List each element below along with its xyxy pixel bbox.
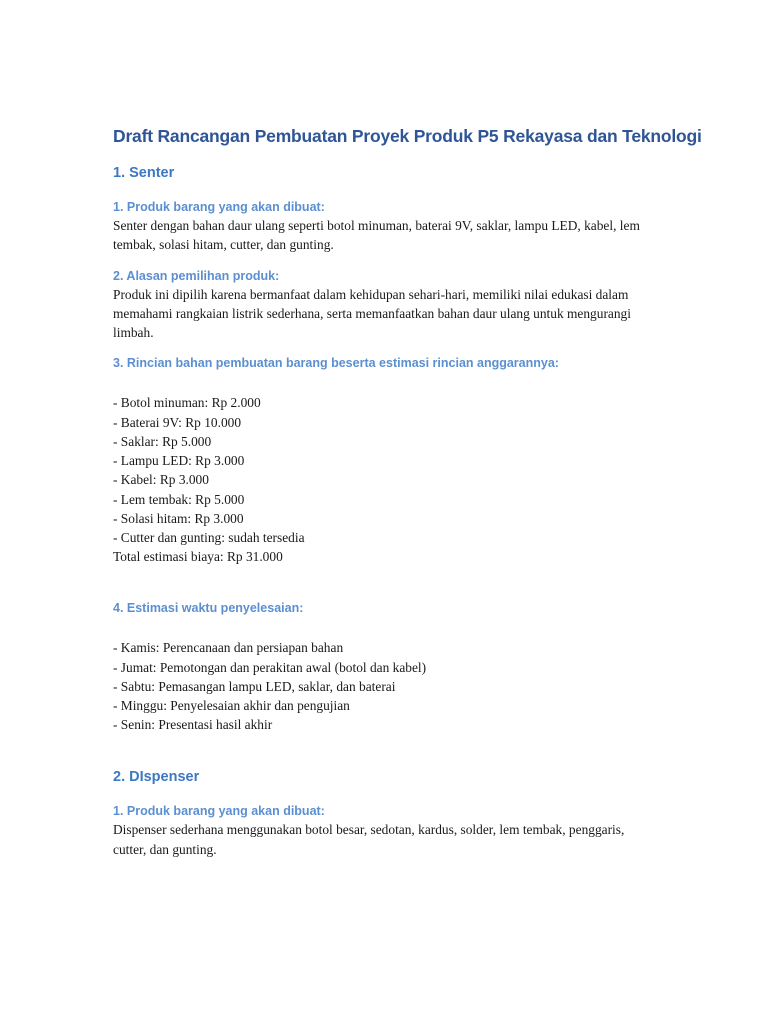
materials-heading: 3. Rincian bahan pembuatan barang beserta estimasi rincian anggarannya: (113, 356, 559, 371)
list-item: - Lampu LED: Rp 3.000 (113, 453, 245, 469)
list-item: - Solasi hitam: Rp 3.000 (113, 510, 244, 526)
reason-description: Produk ini dipilih karena bermanfaat dalam kehidupan sehari-hari, memiliki nilai edukasi dalam memahami rangkaian listrik sederhana, serta memanfaatkan bahan daur ulang untuk mengurangi limbah. (113, 286, 631, 341)
list-item: - Kamis: Perencanaan dan persiapan bahan (113, 640, 344, 656)
schedule-list (113, 638, 658, 734)
product-heading: 1. Produk barang yang akan dibuat: (113, 804, 325, 819)
list-item: - Lem tembak: Rp 5.000 (113, 491, 245, 507)
list-item: - Cutter dan gunting: sudah tersedia (113, 529, 305, 545)
list-item: - Botol minuman: Rp 2.000 (113, 395, 261, 411)
reason-heading: 2. Alasan pemilihan produk: (113, 268, 280, 283)
list-item: - Sabtu: Pemasangan lampu LED, saklar, dan baterai (113, 678, 396, 694)
list-item: - Saklar: Rp 5.000 (113, 433, 212, 449)
list-item: - Baterai 9V: Rp 10.000 (113, 414, 242, 430)
section-heading-dispenser: 2. DIspenser (113, 769, 200, 786)
section-heading-senter: 1. Senter (113, 165, 175, 181)
product-description: Dispenser sederhana menggunakan botol besar, sedotan, kardus, solder, lem tembak, penggaris, cutter, dan gunting. (113, 822, 625, 857)
total-cost: Total estimasi biaya: Rp 31.000 (113, 549, 283, 565)
materials-list (113, 393, 658, 566)
list-item: - Jumat: Pemotongan dan perakitan awal (botol dan kabel) (113, 659, 427, 675)
document-content (113, 124, 702, 859)
list-item: - Minggu: Penyelesaian akhir dan pengujian (113, 697, 350, 713)
product-heading: 1. Produk barang yang akan dibuat: (113, 200, 325, 214)
product-description: Senter dengan bahan daur ulang seperti botol minuman, baterai 9V, saklar, lampu LED, kabel, lem tembak, solasi hitam, cutter, dan gunting. (113, 218, 640, 253)
list-item: - Kabel: Rp 3.000 (113, 472, 209, 488)
time-heading: 4. Estimasi waktu penyelesaian: (113, 601, 304, 616)
document-title: Draft Rancangan Pembuatan Proyek Produk P5 Rekayasa dan Teknologi (113, 126, 702, 146)
list-item: - Senin: Presentasi hasil akhir (113, 717, 273, 733)
